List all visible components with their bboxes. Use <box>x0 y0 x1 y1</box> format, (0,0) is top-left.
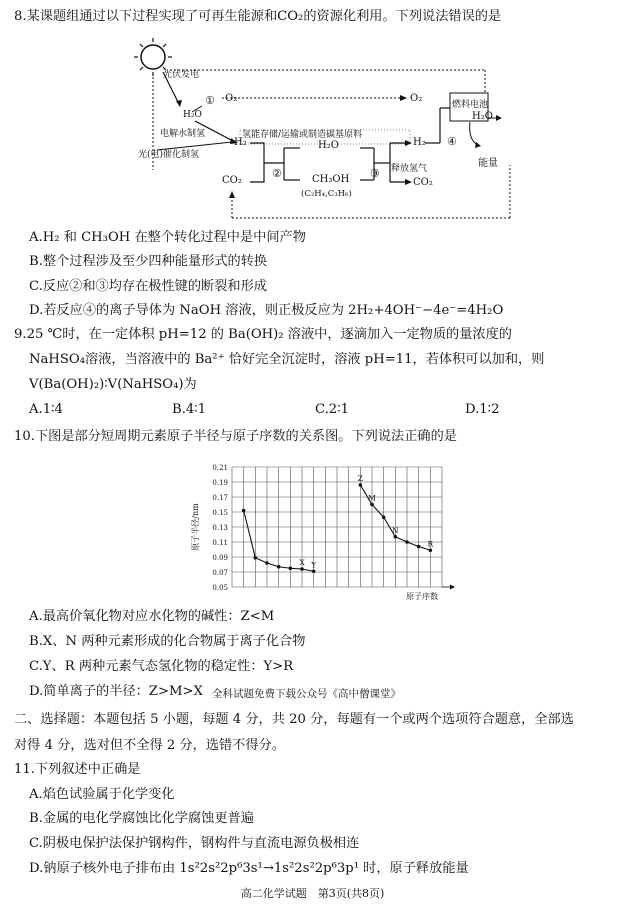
q8-option-b: B.整个过程涉及至少四种能量形式的转换 <box>29 254 268 269</box>
section2-line2: 对得 4 分，选对但不全得 2 分，选错不得分。 <box>14 738 285 753</box>
o2-right-label: O₂ <box>410 93 423 104</box>
ch3oh-label: CH₃OH <box>312 174 350 185</box>
fuel-cell-label: 燃料电池 <box>452 100 489 110</box>
y-tick-label: 0.05 <box>212 584 228 592</box>
data-point <box>382 515 386 519</box>
circle1-label: ① <box>205 94 215 107</box>
y-axis-label: 原子半径/nm <box>191 503 200 551</box>
q8-option-d: D.若反应④的离子导体为 NaOH 溶液，则正极反应为 2H₂+4OH⁻−4e⁻=4H₂O <box>29 303 504 318</box>
data-point <box>405 540 409 544</box>
data-point <box>289 566 293 570</box>
electrolysis-label: 电解水制氢 <box>160 129 206 139</box>
point-label: Y <box>311 560 317 570</box>
data-point <box>359 483 363 487</box>
point-label: Z <box>357 474 363 483</box>
x-axis-arrowhead <box>450 585 455 590</box>
point-label: M <box>368 493 376 503</box>
photocatalysis-label: 光(电)催化制氢 <box>138 150 200 160</box>
q11-option-d: D.钠原子核外电子排布由 1s²2s²2p⁶3s¹→1s²2s²2p⁶3p¹ 时，原子释放能量 <box>29 861 469 876</box>
data-point <box>370 503 374 507</box>
q11-stem: 11.下列叙述中正确是 <box>14 762 141 777</box>
q9-option-d: D.1∶2 <box>465 402 500 417</box>
circle2-label: ② <box>272 167 282 180</box>
h2o-left-label: H₂O <box>183 110 202 120</box>
q8-option-c: C.反应②和③均存在极性键的断裂和形成 <box>29 279 267 294</box>
q10-option-a: A.最高价氧化物对应水化物的碱性：Z<M <box>29 609 275 624</box>
q11-option-c: C.阴极电保护法保护钢构件，钢构件与直流电源负极相连 <box>29 836 360 851</box>
y-tick-label: 0.07 <box>212 569 228 577</box>
page-footer: 高二化学试题 第3页(共8页) <box>240 887 385 900</box>
q9-line2: NaHSO₄溶液，当溶液中的 Ba²⁺ 恰好完全沉淀时，溶液 pH=11，若体积可以加和，则 <box>29 352 545 367</box>
data-point <box>254 556 258 560</box>
storage-label: 氢能存储/运输或制造碳基原料 <box>242 130 363 140</box>
q10-stem: 10.下图是部分短周期元素原子半径与原子序数的关系图。下列说法正确的是 <box>14 429 457 444</box>
q8-stem: 8.某课题组通过以下过程实现了可再生能源和CO₂的资源化利用。下列说法错误的是 <box>14 9 502 24</box>
circle3-label: ③ <box>370 167 380 180</box>
y-tick-label: 0.15 <box>212 509 228 517</box>
pv-label: 光伏发电 <box>163 70 200 80</box>
q10-option-b: B.X、N 两种元素形成的化合物属于离子化合物 <box>29 634 306 649</box>
co2-right-label: CO₂ <box>413 177 433 188</box>
q9-line1: 9.25 ℃时，在一定体积 pH=12 的 Ba(OH)₂ 溶液中，逐滴加入一定物质的量浓度的 <box>14 327 512 342</box>
y-tick-label: 0.21 <box>212 464 228 472</box>
q9-line3: V(Ba(OH)₂)∶V(NaHSO₄)为 <box>29 377 197 392</box>
point-label: R <box>427 539 434 549</box>
circle4-label: ④ <box>447 135 457 148</box>
y-tick-label: 0.09 <box>212 554 228 562</box>
x-axis-label: 原子序数 <box>406 592 438 601</box>
ch3oh-sub-label: (C₂H₄,C₃H₆) <box>301 189 352 199</box>
data-point <box>417 545 421 549</box>
co2-left-label: CO₂ <box>222 175 242 186</box>
release-h2-label: 释放氢气 <box>391 164 428 174</box>
data-point <box>429 548 433 552</box>
point-label: N <box>392 525 399 535</box>
h2o-mid-label: H₂O <box>318 140 339 151</box>
q8-option-a: A.H₂ 和 CH₃OH 在整个转化过程中是中间产物 <box>29 230 306 245</box>
data-point <box>300 567 304 571</box>
atomic-radius-chart <box>0 455 625 605</box>
watermark-text: 全科试题免费下载公众号《高中僧课堂》 <box>212 688 401 700</box>
q10-option-d: D.简单离子的半径：Z>M>X <box>29 684 203 699</box>
data-point <box>312 569 316 573</box>
h2-right-label: H₂ <box>413 137 426 148</box>
q10-option-c: C.Y、R 两种元素气态氢化物的稳定性：Y>R <box>29 659 294 674</box>
y-tick-label: 0.13 <box>212 524 228 532</box>
o2-left-label: O₂ <box>225 93 238 104</box>
q9-option-b: B.4∶1 <box>172 402 207 417</box>
data-point <box>265 561 269 565</box>
y-tick-label: 0.19 <box>212 479 228 487</box>
q11-option-b: B.金属的电化学腐蚀比化学腐蚀更普遍 <box>29 811 254 826</box>
energy-label: 能量 <box>478 158 498 169</box>
q11-option-a: A.焰色试验属于化学变化 <box>29 787 175 802</box>
h2-left-label: H₂ <box>234 137 247 148</box>
y-tick-label: 0.11 <box>212 539 228 547</box>
data-point <box>277 565 281 569</box>
data-point <box>394 535 398 539</box>
q9-option-c: C.2∶1 <box>315 402 350 417</box>
point-label: X <box>299 558 305 567</box>
data-point <box>242 509 246 513</box>
q9-option-a: A.1∶4 <box>29 402 63 417</box>
y-tick-label: 0.17 <box>212 494 228 502</box>
section2-line1: 二、选择题：本题包括 5 小题，每题 4 分，共 20 分，每题有一个或两个选项符合题意，全部选 <box>14 712 574 727</box>
h2o-right-label: H₂O <box>472 111 493 122</box>
